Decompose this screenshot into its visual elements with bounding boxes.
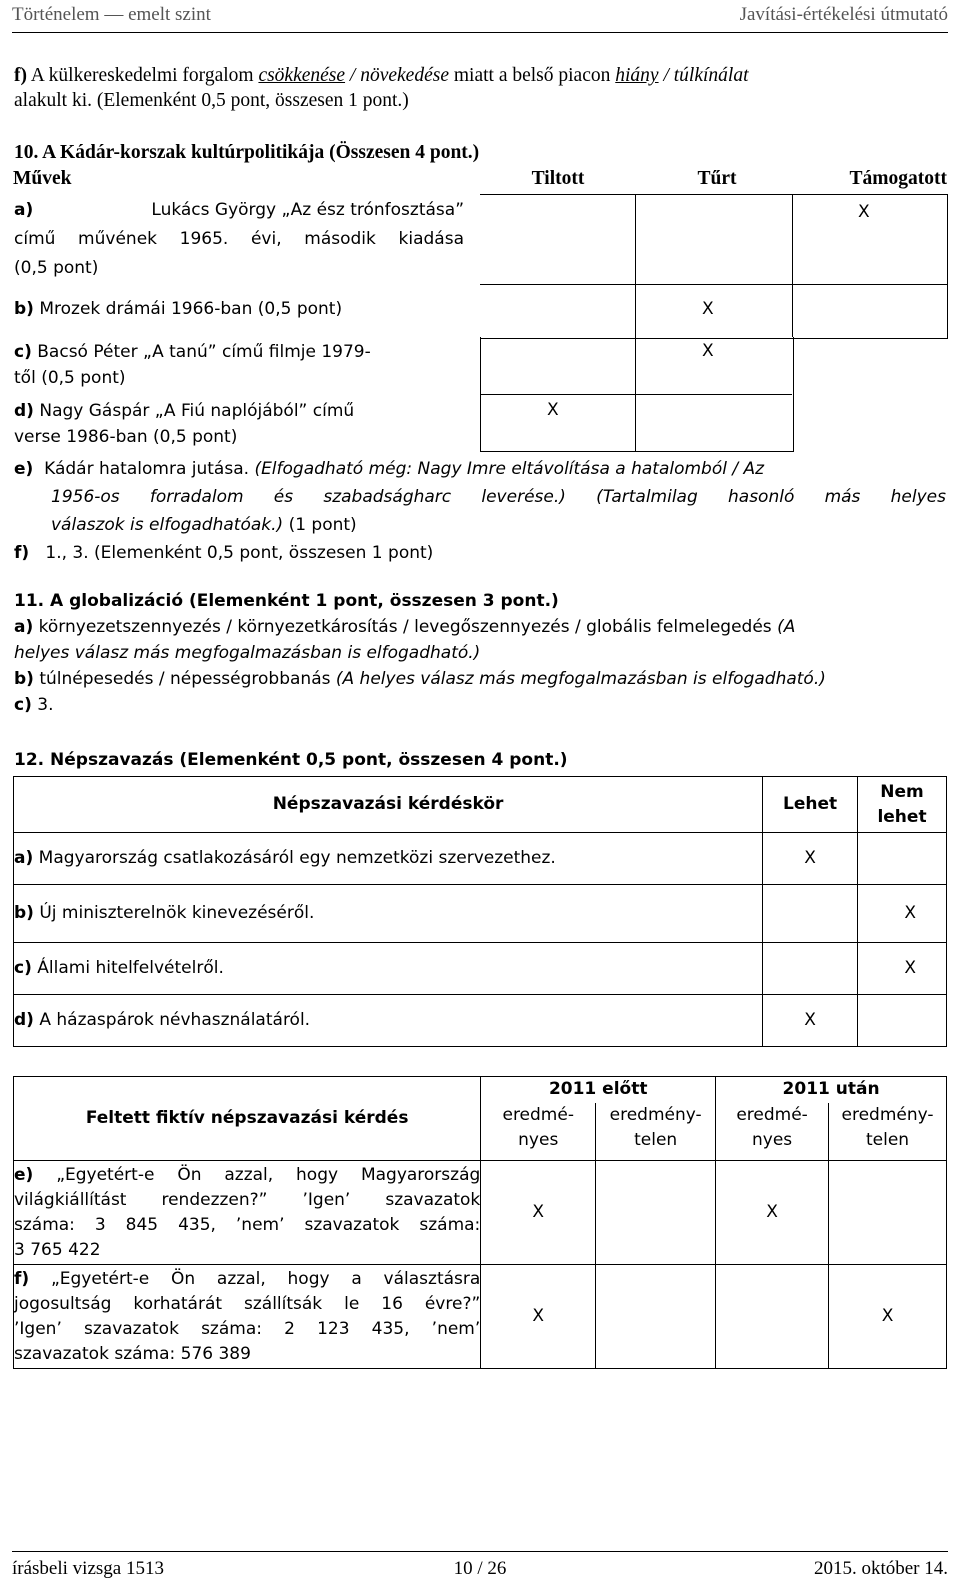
item-label: f) <box>14 65 27 86</box>
row-text: Nagy Gáspár „A Fiú naplójából” című <box>39 401 355 421</box>
page-footer <box>12 1551 948 1582</box>
grid-line <box>635 194 636 337</box>
mark-b-tolerated: X <box>702 299 714 319</box>
item-note: (A helyes válasz más megfogalmazásban is elfogadható.) <box>335 669 826 689</box>
header-line: Nem <box>880 781 924 802</box>
row-label: e) <box>14 1165 34 1185</box>
item-note: válaszok is elfogadhatóak.) <box>51 515 284 535</box>
row-text: verse 1986-ban (0,5 pont) <box>14 427 238 447</box>
row-question <box>14 885 763 943</box>
col-header-banned: Tiltott <box>531 168 585 189</box>
row-question <box>14 995 763 1047</box>
table-row <box>14 995 947 1047</box>
empty-cell <box>763 943 858 995</box>
row-label: a) <box>14 200 34 220</box>
col-header-invalid <box>596 1103 716 1161</box>
row-text: A házaspárok névhasználatáról. <box>39 1010 311 1030</box>
item-note: 1956-os forradalom és szabadságharc leverése.) (Tartalmilag hasonló más helyes <box>51 487 946 507</box>
row-text: (0,5 pont) <box>14 258 99 278</box>
item-text: alakult ki. (Elemenként 0,5 pont, összesen 1 pont.) <box>14 90 409 111</box>
row-text: szavazatok száma: 576 389 <box>14 1344 251 1364</box>
empty-cell <box>858 995 947 1047</box>
mark-valid-before: X <box>481 1265 596 1369</box>
item-text: Kádár hatalomra jutása. <box>44 459 250 479</box>
row-label: f) <box>14 1269 30 1289</box>
item-label: e) <box>14 459 34 479</box>
option: túlkínálat <box>673 65 749 86</box>
row-text: Állami hitelfelvételről. <box>37 958 224 978</box>
section-12b-table <box>13 1076 947 1369</box>
option: növekedése <box>360 65 449 86</box>
row-text: című művének 1965. évi, második kiadása <box>14 229 464 249</box>
item-text: környezetszennyezés / környezetkárosítás / levegőszennyezés / globális felmelegedés <box>38 617 772 637</box>
mark-c-tolerated: X <box>702 341 714 361</box>
item-text: 3. <box>37 695 54 715</box>
table-header-row <box>14 1077 947 1103</box>
mark-possible: X <box>763 833 858 885</box>
row-text: ’Igen’ szavazatok száma: 2 123 435, ’nem’ <box>14 1319 481 1339</box>
col-header-valid <box>716 1103 829 1161</box>
header-line: telen <box>634 1129 678 1150</box>
row-label: c) <box>14 958 32 978</box>
mark-not-possible: X <box>858 885 947 943</box>
mark-possible: X <box>763 995 858 1047</box>
row-question <box>14 1265 481 1369</box>
s10-row-a <box>14 196 464 283</box>
row-label: a) <box>14 848 34 868</box>
footer-page-number: 10 / 26 <box>453 1558 507 1579</box>
col-header-tolerated: Tűrt <box>697 168 737 189</box>
s10-item-e <box>14 455 946 567</box>
col-header-valid <box>481 1103 596 1161</box>
header-line: nyes <box>752 1129 793 1150</box>
item-text: 1., 3. (Elemenként 0,5 pont, összesen 1 pont) <box>45 543 434 563</box>
row-question <box>14 943 763 995</box>
empty-cell <box>829 1161 947 1265</box>
col-header-invalid <box>829 1103 947 1161</box>
row-label: d) <box>14 1010 34 1030</box>
s10-row-d <box>14 398 470 450</box>
col-header-after-2011: 2011 után <box>716 1077 947 1103</box>
row-text: „Egyetért-e Ön azzal, hogy a választásra <box>50 1269 481 1289</box>
empty-cell <box>763 885 858 943</box>
header-subject: Történelem — emelt szint <box>12 4 211 25</box>
option: hiány <box>615 65 659 86</box>
item-label: b) <box>14 669 34 689</box>
col-header-works: Művek <box>13 168 72 189</box>
grid-line <box>480 284 947 285</box>
s10-row-c <box>14 339 470 391</box>
row-question <box>14 1161 481 1265</box>
row-label: d) <box>14 401 34 421</box>
header-line: telen <box>865 1129 910 1150</box>
table-header-row <box>13 166 947 194</box>
empty-cell <box>716 1265 829 1369</box>
header-line: eredmény- <box>609 1104 702 1125</box>
item-label: f) <box>14 543 30 563</box>
row-text: Lukács György „Az ész trónfosztása” <box>151 200 464 220</box>
item-note: helyes válasz más megfogalmazásban is elfogadható.) <box>14 643 481 663</box>
empty-cell <box>596 1265 716 1369</box>
table-row <box>14 1161 947 1265</box>
mark-valid-before: X <box>481 1161 596 1265</box>
option: csökkenése <box>258 65 346 86</box>
table-row <box>14 885 947 943</box>
grid-line <box>792 194 793 337</box>
section-11-title: 11. A globalizáció (Elemenként 1 pont, összesen 3 pont.) <box>14 591 559 611</box>
mark-invalid-after: X <box>829 1265 947 1369</box>
item-note: (Elfogadható még: Nagy Imre eltávolítása a hatalomból / Az <box>254 459 765 479</box>
item-text: túlnépesedés / népességrobbanás <box>39 669 331 689</box>
row-text: világkiállítást rendezzen?” ’Igen’ szavazatok <box>14 1190 481 1210</box>
item-label: c) <box>14 695 32 715</box>
grid-frame <box>480 194 948 339</box>
item-text: miatt a belső piacon <box>449 65 616 86</box>
header-line: nyes <box>518 1129 559 1150</box>
s10-row-b <box>14 297 342 322</box>
col-header-supported: Támogatott <box>849 168 947 189</box>
mark-not-possible: X <box>858 943 947 995</box>
row-text: jogosultság korhatárát szállítsák le 16 évre?” <box>14 1294 481 1314</box>
row-text: től (0,5 pont) <box>14 368 126 388</box>
row-text: száma: 3 845 435, ’nem’ szavazatok száma: <box>14 1215 481 1235</box>
row-text: 3 765 422 <box>14 1240 101 1260</box>
row-text: Mrozek drámái 1966-ban (0,5 pont) <box>39 299 343 319</box>
mark-d-banned: X <box>547 400 559 420</box>
page-header <box>12 2 948 33</box>
mark-valid-after: X <box>716 1161 829 1265</box>
row-question <box>14 833 763 885</box>
col-header-before-2011: 2011 előtt <box>481 1077 716 1103</box>
row-text: Magyarország csatlakozásáról egy nemzetközi szervezethez. <box>38 848 556 868</box>
separator: / <box>658 65 674 86</box>
col-header-possible: Lehet <box>763 777 858 833</box>
section-10-title: 10. A Kádár-korszak kultúrpolitikája (Összesen 4 pont.) <box>14 142 480 163</box>
item-points: (1 pont) <box>288 515 357 535</box>
row-label: c) <box>14 342 32 362</box>
row-text: „Egyetért-e Ön azzal, hogy Magyarország <box>56 1165 481 1185</box>
row-text: Új miniszterelnök kinevezéséről. <box>39 903 315 923</box>
header-line: eredmény- <box>841 1104 934 1125</box>
table-row <box>14 943 947 995</box>
table-row <box>14 833 947 885</box>
header-doc-type: Javítási-értékelési útmutató <box>739 4 948 25</box>
item-label: a) <box>14 617 34 637</box>
separator: / <box>345 65 361 86</box>
row-text: Bacsó Péter „A tanú” című filmje 1979- <box>37 342 371 362</box>
section-10-table <box>13 166 947 194</box>
item-9f <box>14 63 946 113</box>
mark-a-supported: X <box>858 202 870 222</box>
section-12-table <box>13 776 947 1047</box>
row-label: b) <box>14 299 34 319</box>
row-label: b) <box>14 903 34 923</box>
header-line: lehet <box>877 806 927 827</box>
col-header-question: Népszavazási kérdéskör <box>14 777 763 833</box>
empty-cell <box>596 1161 716 1265</box>
item-text: A külkereskedelmi forgalom <box>27 65 259 86</box>
table-header-row <box>14 777 947 833</box>
empty-cell <box>858 833 947 885</box>
section-11 <box>14 588 946 718</box>
header-line: eredmé- <box>502 1104 574 1125</box>
footer-date: 2015. október 14. <box>813 1558 948 1579</box>
item-note: (A <box>777 617 796 637</box>
section-12-title: 12. Népszavazás (Elemenként 0,5 pont, összesen 4 pont.) <box>14 750 568 770</box>
footer-exam-code: írásbeli vizsga 1513 <box>12 1558 164 1579</box>
col-header-not-possible <box>858 777 947 833</box>
grid-line <box>480 394 792 395</box>
header-line: eredmé- <box>736 1104 808 1125</box>
col-header-question: Feltett fiktív népszavazási kérdés <box>14 1077 481 1161</box>
table-row <box>14 1265 947 1369</box>
